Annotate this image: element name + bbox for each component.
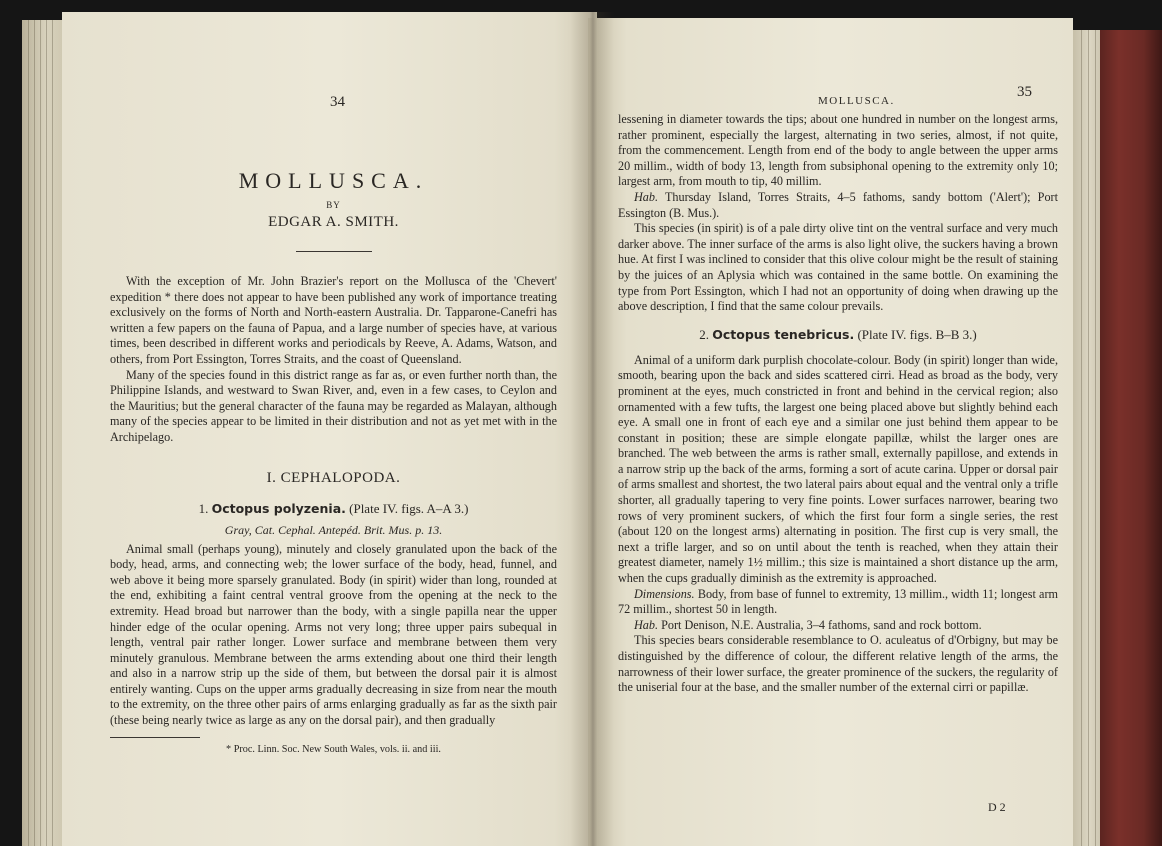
section-title: I. CEPHALOPODA.: [266, 469, 401, 486]
book-gutter: [570, 12, 614, 846]
species-plate: (Plate IV. figs. A–A 3.): [349, 500, 469, 516]
species-number: 1.: [198, 500, 209, 516]
book-cover: [1100, 30, 1162, 846]
right-page-text: [618, 112, 1058, 696]
habitat-label: Hab.: [634, 189, 659, 204]
footnote: * Proc. Linn. Soc. New South Wales, vols. ii. and iii.: [226, 743, 441, 755]
habitat-label: Hab.: [634, 617, 659, 632]
species-description-1: Animal small (perhaps young), minutely and closely granulated upon the back of the body, head, arms, and connecting web; the lower surface of the body, head, funnel, and web above it being more sparsely granulated. Body (in spirit) wider than long, rounded at the end, exhibiting a faint central ventral groove from the opening at the neck to the extremity. Head broad but narrower than the body, with a single papilla near the upper hinder edge of the ocular opening. Arms not very long; three upper pairs subequal in length, ventral pair rather longer. Lower surface and membrane between them very minutely granulous. Membrane between the arms extending about one third their length and also in a narrow strip up the side of them, but between the dorsal pair it is almost entirely wanting. Cups on the upper arms gradually decreasing in size from near the mouth to the extremity, on the three other pairs of arms enlarging gradually as far as the sixth pair (these being nearly twice as large as any on the dorsal pair), and then gradually: [110, 541, 557, 728]
continuation-paragraph: lessening in diameter towards the tips; about one hundred in number on the longest arms, rather prominent, especially the largest, alternating in two series, almost, if not quite, from the commencement. Length from end of the body to angle between the upper arms 20 millim., width of body 13, length from subsiphonal opening to the extremity only 10; largest arm, from mouth to tip, 40 millim.: [618, 112, 1058, 189]
habitat-text: Thursday Island, Torres Straits, 4–5 fathoms, sandy bottom ('Alert'); Port Essington (B. Mus.).: [618, 189, 1058, 220]
habitat-text: Port Denison, N.E. Australia, 3–4 fathoms, sand and rock bottom.: [658, 617, 982, 632]
species-name: Octopus tenebricus.: [712, 326, 855, 342]
dimensions-label: Dimensions.: [634, 586, 695, 601]
page-number-left: 34: [330, 94, 345, 110]
running-head: MOLLUSCA.: [818, 95, 895, 107]
author-name: EDGAR A. SMITH.: [268, 214, 399, 230]
species-heading-2: [618, 327, 1058, 343]
species-reference: Gray, Cat. Cephal. Antepéd. Brit. Mus. p. 13.: [224, 522, 443, 537]
dimensions-text: Body, from base of funnel to extremity, 13 millim., width 11; longest arm 72 millim., shortest 50 in length.: [618, 586, 1058, 617]
species-name: Octopus polyzenia.: [211, 500, 346, 516]
intro-paragraph-1: With the exception of Mr. John Brazier's report on the Mollusca of the 'Chevert' expedition * there does not appear to have been published any work of importance treating exclusively on the forms of North and North-eastern Australia. Dr. Tapparone-Canefri has written a few papers on the fauna of Papua, and a large number of species have, at various times, been described in different works and periodicals by Reeve, A. Adams, Watson, and others, from Port Essington, Torres Straits, and the coast of Queensland.: [110, 274, 557, 366]
habitat-paragraph-1: [618, 190, 1058, 221]
title-rule: [296, 251, 372, 252]
left-page-text: [110, 168, 557, 755]
colour-paragraph: This species (in spirit) is of a pale dirty olive tint on the ventral surface and very much darker above. The inner surface of the arms is also light olive, the suckers having a brown hue. At first I was inclined to consider that this olive colour might be the result of staining by the juices of an Aplysia which was contained in the same bottle. On examining the type from Port Essington, which I had not an opportunity of doing when drawing up the above description, I find that the same colour prevails.: [618, 221, 1058, 314]
signature-mark: D 2: [988, 800, 1006, 814]
species-plate: (Plate IV. figs. B–B 3.): [857, 326, 977, 342]
chapter-title: MOLLUSCA.: [238, 168, 429, 193]
species-description-2: Animal of a uniform dark purplish chocolate-colour. Body (in spirit) longer than wide, smooth, bearing upon the back and sides scattered cirri. Head as broad as the body, very prominent at the eyes, much constricted in front and behind in the cervical region; also ornamented with a few tufts, the largest one being placed above but slightly behind each eye. A small one in front of each eye and a similar one just behind them appear to be constant in position; these are simple elongate papillæ, whilst the larger ones are branched. The web between the arms is rather small, externally papillose, and extends in a narrow strip up the back of the arms, forming a sort of acute carina. Upper or dorsal pair of arms smallest and shortest, the two lateral pairs about equal and the ventral only a trifle shorter, all gradually tapering to very fine points. Lower surfaces narrower, bearing two rows of very prominent suckers, of which the first four form a single series, the rest (about 120 on the longest arms) alternating in position. The first cup is very small, the next a trifle larger, and so on until about the tenth is reached, when they attain their greatest diameter, namely 1½ millim.; this size is maintained a short distance up the arm, when the cups gradually diminish as the extremity is approached.: [618, 352, 1058, 586]
closing-paragraph: This species bears considerable resemblance to O. aculeatus of d'Orbigny, but may be distinguished by the difference of colour, the different relative length of the arms, the narrowness of their lower surface, the greater prominence of the suckers, the regularity of the uniserial four at the base, and the smaller number of the external cirri or papillæ.: [618, 633, 1058, 695]
footnote-rule: [110, 737, 200, 738]
intro-paragraph-2: Many of the species found in this district range as far as, or even further north than, the Philippine Islands, and westward to Swan River, and, even in a few cases, to Ceylon and the Mauritius; but the general character of the fauna may be regarded as Malayan, although many of the species appear to be limited in their distribution and not as yet met with in the Archipelago.: [110, 367, 557, 444]
species-number: 2.: [699, 326, 709, 342]
species-heading-1: [110, 501, 557, 517]
page-number-right: 35: [1017, 84, 1032, 100]
byline-by: BY: [326, 200, 341, 210]
habitat-paragraph-2: [618, 618, 1058, 634]
dimensions-paragraph: [618, 587, 1058, 618]
